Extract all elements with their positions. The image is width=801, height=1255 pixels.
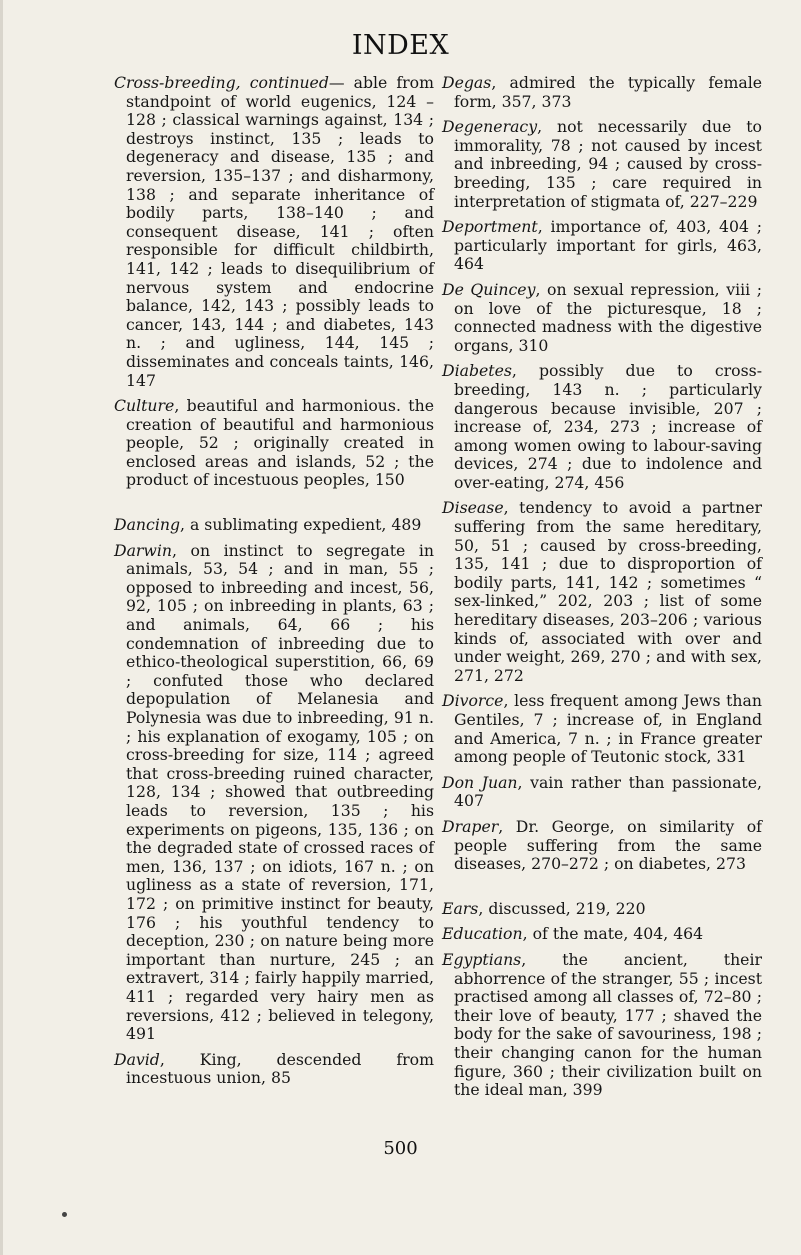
index-entry — [114, 74, 434, 390]
index-entry — [442, 925, 762, 944]
index-entry — [442, 281, 762, 355]
entry-heading: Dancing — [114, 515, 180, 535]
entry-text: , beautiful and harmonious. the creation of beautiful and harmonious people, 52 ; originally created in enclosed areas and islands, 52 ; the product of incestuous peoples, 150 — [126, 396, 434, 490]
index-entry — [442, 900, 762, 919]
entry-text: , Dr. George, on similarity of people suffering from the same diseases, 270–272 ; on diabetes, 273 — [454, 816, 762, 874]
entry-heading: Deportment — [442, 217, 538, 237]
index-entry — [114, 542, 434, 1044]
entry-heading: Ears — [442, 898, 479, 918]
index-entry — [442, 692, 762, 766]
index-entry — [442, 774, 762, 811]
entry-heading: De Quincey — [442, 279, 536, 299]
entry-heading: Divorce — [442, 691, 504, 711]
entry-heading: Egyptians — [442, 949, 522, 969]
entry-text: , not necessarily due to immorality, 78 ; not caused by incest and inbreeding, 94 ; caused by cross-breeding, 135 ; care required in interpretation of stigmata of, 227–229 — [454, 117, 762, 211]
scan-dot — [62, 1212, 67, 1217]
entry-text: , possibly due to cross-breeding, 143 n. ; particularly dangerous because invisible, 207 ; increase of, 234, 273 ; increase of among women owing to labour-saving devices, 274 ; due to indolence and over-eating, 274, 456 — [454, 361, 762, 492]
entry-text: , on sexual repression, viii ; on love of the picturesque, 18 ; connected madness with the digestive organs, 310 — [454, 279, 762, 355]
index-entry — [442, 499, 762, 685]
entry-heading: Degas — [442, 73, 492, 92]
index-entry — [442, 218, 762, 274]
entry-heading: David — [114, 1049, 160, 1069]
entry-text: , a sublimating expedient, 489 — [179, 515, 422, 535]
page-title: INDEX — [351, 30, 450, 61]
entry-text: , tendency to avoid a partner suffering from the same hereditary, 50, 51 ; caused by cross-breeding, 135, 141 ; due to disproportion of bodily parts, 141, 142 ; sometimes “ sex-linked,” 202, 203 ; list of some hereditary diseases, 203–206 ; various kinds of, associated with over and under weight, 269, 270 ; and with sex, 271, 272 — [454, 498, 762, 685]
entry-heading: Degeneracy — [442, 117, 538, 137]
entry-heading: Disease — [442, 498, 504, 518]
index-entry — [442, 362, 762, 492]
entry-text: , admired the typically female form, 357, 373 — [454, 73, 762, 111]
entry-text: , of the mate, 404, 464 — [522, 924, 704, 944]
entry-text: , importance of, 403, 404 ; particularly important for girls, 463, 464 — [454, 217, 762, 274]
page-edge — [0, 0, 3, 1255]
entry-heading: Culture — [114, 396, 175, 416]
index-entry — [114, 516, 434, 535]
index-entry — [442, 951, 762, 1100]
entry-text: , less frequent among Jews than Gentiles, 7 ; increase of, in England and America, 7 n. ; in France greater among people of Teutonic stock, 331 — [454, 691, 762, 767]
entry-text: — able from standpoint of world eugenics, 124 – 128 ; classical warnings against, 134 ; destroys instinct, 135 ; leads to degeneracy and disease, 135 ; and reversion, 135–137 ; and disharmony, 138 ; and separate inheritance of bodily parts, 138–140 ; and consequent disease, 141 ; often responsible for difficult childbirth, 141, 142 ; leads to disequilibrium of nervous system and endocrine balance, 142, 143 ; possibly leads to cancer, 143, 144 ; and diabetes, 143 n. ; and ugliness, 144, 145 ; disseminates and conceals taints, 146, 147 — [126, 73, 434, 390]
entry-heading: Diabetes — [442, 361, 512, 381]
entry-text: , discussed, 219, 220 — [478, 898, 646, 918]
index-column-left — [114, 74, 434, 1095]
index-entry — [114, 397, 434, 490]
entry-text: , vain rather than passionate, 407 — [454, 772, 762, 811]
index-entry — [114, 1051, 434, 1088]
entry-heading: Education — [442, 924, 523, 944]
entry-text: , on instinct to segregate in animals, 53, 54 ; and in man, 55 ; opposed to inbreeding and incest, 56, 92, 105 ; on inbreeding in plants, 63 ; and animals, 64, 66 ; his condemnation of inbreeding due to ethico-theological superstition, 66, 69 ; confuted those who declared depopulation of Melanesia and Polynesia was due to inbreeding, 91 n. ; his explanation of exogamy, 105 ; on cross-breeding for size, 114 ; agreed that cross-breeding ruined character, 128, 134 ; showed that outbreeding leads to reversion, 135 ; his experiments on pigeons, 135, 136 ; on the degraded state of crossed races of men, 136, 137 ; on idiots, 167 n. ; on ugliness as a state of reversion, 171, 172 ; on primitive instinct for beauty, 176 ; his youthful tendency to deception, 230 ; on nature being more important than nurture, 245 ; an extravert, 314 ; fairly happily married, 411 ; regarded very hairy men as reversions, 412 ; believed in telegony, 491 — [126, 540, 434, 1044]
index-column-right — [442, 74, 762, 1107]
entry-heading: Don Juan — [442, 772, 518, 792]
entry-text: , King, descended from incestuous union, 85 — [126, 1049, 434, 1088]
entry-heading: Darwin — [114, 540, 172, 560]
index-entry — [442, 118, 762, 211]
entry-text: , the ancient, their abhorrence of the stranger, 55 ; incest practised among all classes of, 72–80 ; their love of beauty, 177 ; shaved the body for the sake of savouriness, 198 ; their changing canon for the human figure, 360 ; their civilization built on the ideal man, 399 — [454, 949, 762, 1100]
page-number: 500 — [383, 1138, 418, 1159]
index-entry — [442, 818, 762, 874]
index-entry — [442, 74, 762, 111]
entry-heading: Draper — [442, 816, 499, 836]
entry-heading: Cross-breeding, continued — [114, 73, 329, 92]
